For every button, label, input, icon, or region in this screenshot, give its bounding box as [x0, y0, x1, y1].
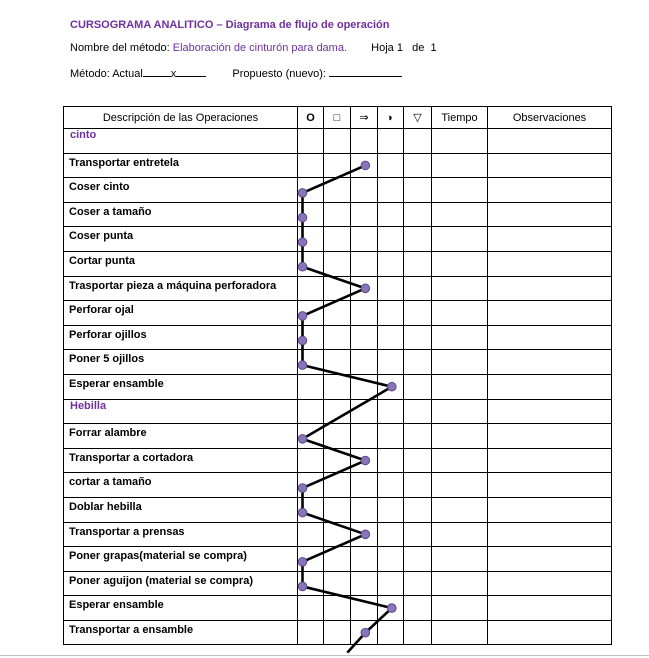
delay-cell [378, 399, 404, 424]
storage-cell [404, 522, 432, 547]
operation-cell [298, 251, 324, 276]
operation-cell [298, 596, 324, 621]
operation-cell [298, 473, 324, 498]
inspection-cell [324, 129, 351, 154]
flow-process-table [63, 106, 612, 645]
operation-description [64, 350, 298, 375]
operation-cell [298, 571, 324, 596]
observations-cell [488, 276, 612, 301]
storage-cell [404, 547, 432, 572]
operation-description [64, 596, 298, 621]
table-row [64, 202, 612, 227]
transport-cell [351, 325, 378, 350]
table-row [64, 374, 612, 399]
operation-cell [298, 448, 324, 473]
transport-cell [351, 497, 378, 522]
observations-cell [488, 178, 612, 203]
time-cell [432, 178, 488, 203]
delay-cell [378, 325, 404, 350]
col-time-header: Tiempo [432, 107, 488, 129]
table-header-row [64, 107, 612, 129]
col-observations-header: Observaciones [488, 107, 612, 129]
row-text: Coser cinto [69, 181, 130, 194]
inspection-cell [324, 571, 351, 596]
table-row [64, 448, 612, 473]
row-text: Transportar a prensas [69, 525, 185, 538]
row-text: Poner aguijon (material se compra) [69, 574, 253, 587]
storage-cell [404, 178, 432, 203]
operation-description [64, 178, 298, 203]
delay-cell [378, 473, 404, 498]
storage-cell [404, 596, 432, 621]
inspection-cell [324, 276, 351, 301]
inspection-cell [324, 325, 351, 350]
delay-cell [378, 374, 404, 399]
col-delay-header [378, 107, 404, 129]
row-text: Forrar alambre [69, 427, 147, 440]
operation-cell [298, 399, 324, 424]
storage-cell [404, 448, 432, 473]
operation-description [64, 251, 298, 276]
table-row [64, 153, 612, 178]
observations-cell [488, 497, 612, 522]
delay-cell [378, 448, 404, 473]
method-name-line [70, 42, 437, 54]
storage-cell [404, 276, 432, 301]
storage-cell [404, 227, 432, 252]
actual-blank-2 [176, 66, 206, 77]
operation-symbol-icon: O [306, 111, 315, 124]
page-bottom-rule [0, 655, 649, 656]
method-name-label: Nombre del método: [70, 42, 170, 54]
delay-symbol-icon: ◗ [387, 111, 394, 124]
transport-cell [351, 424, 378, 449]
storage-cell [404, 251, 432, 276]
operation-cell [298, 374, 324, 399]
method-line [70, 66, 402, 80]
operation-cell [298, 276, 324, 301]
storage-symbol-icon: ▽ [413, 112, 422, 124]
row-text: Coser punta [69, 230, 134, 243]
time-cell [432, 547, 488, 572]
col-inspection-header [324, 107, 351, 129]
actual-blank-1 [143, 66, 171, 77]
row-text: cortar a tamaño [69, 476, 152, 489]
row-text: Transportar a cortadora [69, 451, 194, 464]
delay-cell [378, 153, 404, 178]
table-row [64, 227, 612, 252]
row-text: Coser a tamaño [69, 205, 152, 218]
row-text: Poner grapas(material se compra) [69, 550, 247, 563]
time-cell [432, 473, 488, 498]
inspection-cell [324, 227, 351, 252]
operation-description [64, 448, 298, 473]
proposed-label: Propuesto (nuevo): [232, 68, 326, 80]
delay-cell [378, 596, 404, 621]
chart-title: CURSOGRAMA ANALITICO – Diagrama de flujo de operación [70, 19, 390, 31]
table-row [64, 547, 612, 572]
transport-cell [351, 178, 378, 203]
operation-cell [298, 202, 324, 227]
transport-cell [351, 547, 378, 572]
section-title [64, 399, 298, 424]
delay-cell [378, 424, 404, 449]
storage-cell [404, 399, 432, 424]
transport-cell [351, 202, 378, 227]
inspection-cell [324, 424, 351, 449]
transport-cell [351, 129, 378, 154]
operation-cell [298, 227, 324, 252]
row-text: Hebilla [70, 399, 107, 412]
delay-cell [378, 571, 404, 596]
observations-cell [488, 129, 612, 154]
row-text: Esperar ensamble [69, 599, 164, 612]
transport-cell [351, 620, 378, 645]
time-cell [432, 448, 488, 473]
operation-description [64, 227, 298, 252]
operation-description [64, 497, 298, 522]
storage-cell [404, 571, 432, 596]
delay-cell [378, 522, 404, 547]
actual-mark: x [170, 68, 177, 80]
section-row [64, 399, 612, 424]
inspection-cell [324, 497, 351, 522]
transport-cell [351, 153, 378, 178]
section-title [64, 129, 298, 154]
col-description-header: Descripción de las Operaciones [64, 107, 298, 129]
time-cell [432, 202, 488, 227]
operation-description [64, 620, 298, 645]
operation-cell [298, 178, 324, 203]
storage-cell [404, 153, 432, 178]
time-cell [432, 522, 488, 547]
operation-description [64, 473, 298, 498]
delay-cell [378, 497, 404, 522]
row-text: Transportar entretela [69, 156, 180, 169]
transport-cell [351, 571, 378, 596]
delay-cell [378, 547, 404, 572]
delay-cell [378, 301, 404, 326]
row-text: Cortar punta [69, 254, 135, 267]
col-storage-header [404, 107, 432, 129]
inspection-cell [324, 350, 351, 375]
observations-cell [488, 350, 612, 375]
operation-description [64, 547, 298, 572]
transport-cell [351, 448, 378, 473]
transport-cell [351, 596, 378, 621]
inspection-cell [324, 374, 351, 399]
observations-cell [488, 522, 612, 547]
operation-description [64, 276, 298, 301]
operation-cell [298, 497, 324, 522]
delay-cell [378, 350, 404, 375]
col-operation-header [298, 107, 324, 129]
storage-cell [404, 473, 432, 498]
operation-cell [298, 424, 324, 449]
inspection-symbol-icon: □ [333, 111, 341, 124]
inspection-cell [324, 178, 351, 203]
inspection-cell [324, 596, 351, 621]
observations-cell [488, 571, 612, 596]
time-cell [432, 325, 488, 350]
row-text: Transportar a ensamble [69, 623, 194, 636]
storage-cell [404, 350, 432, 375]
time-cell [432, 596, 488, 621]
table-row [64, 620, 612, 645]
time-cell [432, 350, 488, 375]
method-name-value: Elaboración de cinturón para dama. [172, 42, 348, 54]
time-cell [432, 129, 488, 154]
inspection-cell [324, 473, 351, 498]
observations-cell [488, 301, 612, 326]
operation-cell [298, 153, 324, 178]
transport-cell [351, 522, 378, 547]
operation-description [64, 202, 298, 227]
operation-cell [298, 325, 324, 350]
inspection-cell [324, 251, 351, 276]
delay-cell [378, 276, 404, 301]
row-text: Doblar hebilla [69, 500, 142, 513]
storage-cell [404, 374, 432, 399]
operation-cell [298, 522, 324, 547]
table-row [64, 178, 612, 203]
observations-cell [488, 153, 612, 178]
observations-cell [488, 227, 612, 252]
delay-cell [378, 178, 404, 203]
section-row [64, 129, 612, 154]
sheet-label: Hoja 1 de 1 [371, 42, 437, 54]
time-cell [432, 153, 488, 178]
time-cell [432, 620, 488, 645]
transport-cell [351, 399, 378, 424]
storage-cell [404, 202, 432, 227]
transport-cell [351, 374, 378, 399]
delay-cell [378, 129, 404, 154]
observations-cell [488, 325, 612, 350]
time-cell [432, 571, 488, 596]
operation-description [64, 301, 298, 326]
operation-description [64, 571, 298, 596]
table-row [64, 424, 612, 449]
observations-cell [488, 424, 612, 449]
observations-cell [488, 473, 612, 498]
observations-cell [488, 547, 612, 572]
observations-cell [488, 620, 612, 645]
storage-cell [404, 129, 432, 154]
operation-description [64, 522, 298, 547]
operation-cell [298, 547, 324, 572]
method-label: Método: Actual [70, 68, 143, 80]
row-text: Trasportar pieza a máquina perforadora [69, 279, 277, 292]
storage-cell [404, 620, 432, 645]
transport-cell [351, 276, 378, 301]
table-row [64, 325, 612, 350]
table-row [64, 276, 612, 301]
time-cell [432, 399, 488, 424]
delay-cell [378, 202, 404, 227]
delay-cell [378, 227, 404, 252]
table-row [64, 522, 612, 547]
observations-cell [488, 448, 612, 473]
time-cell [432, 374, 488, 399]
observations-cell [488, 251, 612, 276]
time-cell [432, 227, 488, 252]
operation-description [64, 424, 298, 449]
table-row [64, 571, 612, 596]
time-cell [432, 276, 488, 301]
table-row [64, 251, 612, 276]
time-cell [432, 301, 488, 326]
row-text: Poner 5 ojillos [69, 353, 145, 366]
transport-cell [351, 473, 378, 498]
observations-cell [488, 596, 612, 621]
time-cell [432, 424, 488, 449]
delay-cell [378, 251, 404, 276]
observations-cell [488, 399, 612, 424]
row-text: Perforar ojillos [69, 328, 147, 341]
inspection-cell [324, 301, 351, 326]
transport-cell [351, 227, 378, 252]
row-text: Esperar ensamble [69, 377, 164, 390]
operation-cell [298, 350, 324, 375]
storage-cell [404, 301, 432, 326]
operation-description [64, 374, 298, 399]
inspection-cell [324, 448, 351, 473]
table-row [64, 301, 612, 326]
observations-cell [488, 202, 612, 227]
transport-cell [351, 350, 378, 375]
inspection-cell [324, 547, 351, 572]
transport-cell [351, 301, 378, 326]
inspection-cell [324, 522, 351, 547]
operation-description [64, 325, 298, 350]
transport-cell [351, 251, 378, 276]
row-text: Perforar ojal [69, 304, 134, 317]
time-cell [432, 251, 488, 276]
table-row [64, 350, 612, 375]
operation-cell [298, 129, 324, 154]
inspection-cell [324, 399, 351, 424]
storage-cell [404, 325, 432, 350]
proposed-blank [329, 66, 402, 77]
storage-cell [404, 497, 432, 522]
delay-cell [378, 620, 404, 645]
transport-symbol-icon: ⇒ [359, 112, 369, 124]
operation-description [64, 153, 298, 178]
operation-cell [298, 620, 324, 645]
table-row [64, 596, 612, 621]
operation-cell [298, 301, 324, 326]
row-text: cinto [70, 129, 97, 141]
observations-cell [488, 374, 612, 399]
table-row [64, 497, 612, 522]
time-cell [432, 497, 488, 522]
inspection-cell [324, 202, 351, 227]
col-transport-header [351, 107, 378, 129]
table-row [64, 473, 612, 498]
inspection-cell [324, 620, 351, 645]
storage-cell [404, 424, 432, 449]
inspection-cell [324, 153, 351, 178]
